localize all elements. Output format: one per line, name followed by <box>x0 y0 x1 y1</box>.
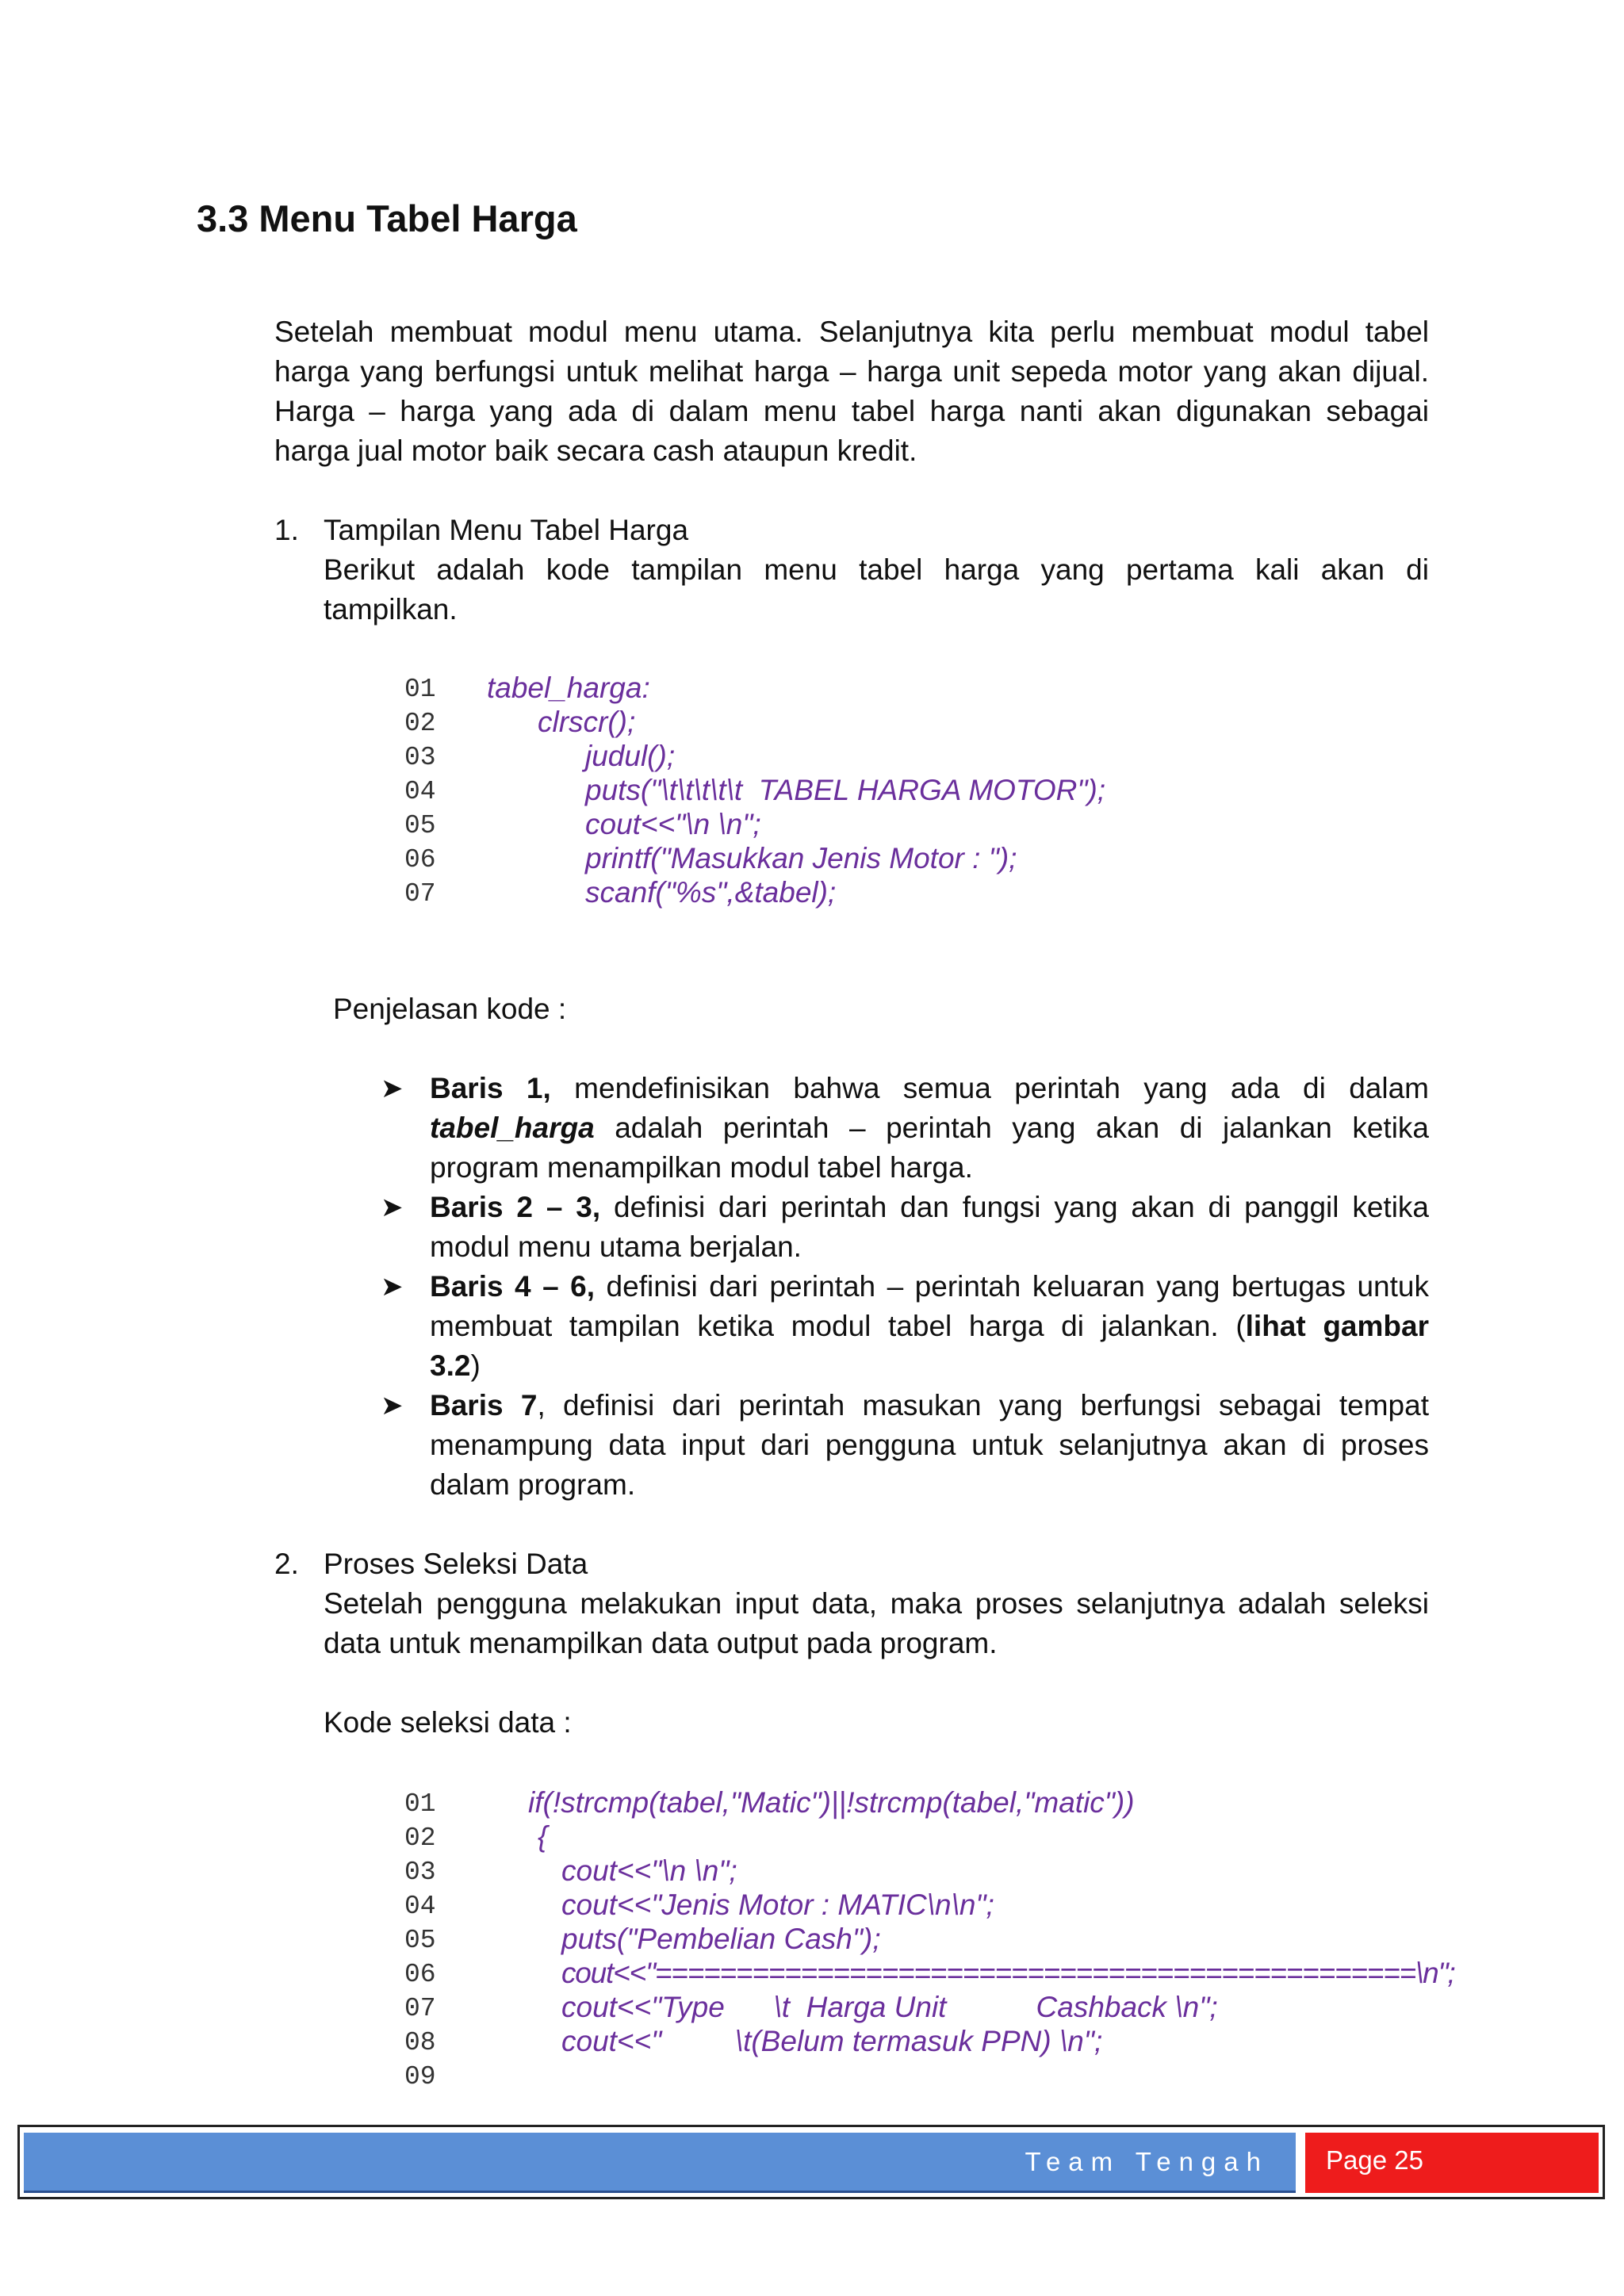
footer-team-bar <box>24 2133 1296 2193</box>
bullet-text: modul menu utama berjalan. <box>430 1230 802 1263</box>
list-title: Tampilan Menu Tabel Harga <box>324 514 689 546</box>
section2-description <box>324 1584 1429 1663</box>
bullet-bold: 3.2 <box>430 1349 471 1382</box>
line-number: 09 <box>404 2062 436 2091</box>
intro-line: harga jual motor baik secara cash ataupun kredit. <box>274 434 917 467</box>
bullet-text: definisi dari perintah – perintah keluaran yang bertugas untuk <box>595 1270 1429 1303</box>
explanation-item <box>381 1386 1429 1505</box>
code-text: cout<<"Type \t Harga Unit Cashback \n"; <box>561 1991 1218 2023</box>
code-text: { <box>538 1820 548 1853</box>
list-number: 2. <box>274 1548 299 1580</box>
code-line <box>404 739 1515 773</box>
bullet-bolditalic: tabel_harga <box>430 1112 595 1144</box>
line-number: 01 <box>404 675 436 704</box>
code-text: puts("\t\t\t\t\t TABEL HARGA MOTOR"); <box>585 774 1106 806</box>
list-number: 1. <box>274 514 299 546</box>
code-text: judul(); <box>585 740 676 772</box>
line-number: 05 <box>404 1926 436 1955</box>
line-number: 02 <box>404 1823 436 1853</box>
arrow-bullet-icon: ➤ <box>381 1073 404 1104</box>
code-text: tabel_harga: <box>487 672 650 704</box>
bullet-text: program menampilkan modul tabel harga. <box>430 1151 973 1184</box>
code-line <box>404 2024 1594 2058</box>
code-line <box>404 841 1515 875</box>
code-line <box>404 1820 1594 1854</box>
arrow-bullet-icon: ➤ <box>381 1192 404 1223</box>
bullet-text: definisi dari perintah dan fungsi yang akan di panggil ketika <box>600 1191 1430 1223</box>
line-number: 02 <box>404 709 436 738</box>
code-text: if(!strcmp(tabel,"Matic")||!strcmp(tabel,"matic")) <box>528 1786 1135 1819</box>
code-line <box>404 1990 1594 2024</box>
code-text: clrscr(); <box>538 706 636 738</box>
line-number: 05 <box>404 811 436 840</box>
code-line <box>404 1888 1594 1922</box>
code-label: Kode seleksi data : <box>324 1706 572 1739</box>
line-number: 03 <box>404 1858 436 1887</box>
bullet-text: adalah perintah – perintah yang akan di jalankan ketika <box>594 1112 1429 1144</box>
arrow-bullet-icon: ➤ <box>381 1272 404 1302</box>
intro-line: Harga – harga yang ada di dalam menu tabel harga nanti akan digunakan sebagai <box>274 395 1429 427</box>
line-number: 08 <box>404 2028 436 2057</box>
code-text: scanf("%s",&tabel); <box>585 876 837 909</box>
code-line <box>404 773 1515 807</box>
code-line <box>404 1922 1594 1956</box>
code-text: cout<<"\n \n"; <box>585 808 761 840</box>
bullet-bold: Baris 4 – 6, <box>430 1270 596 1303</box>
bullet-text: mendefinisikan bahwa semua perintah yang ada di dalam <box>550 1072 1429 1104</box>
code-text: cout<<"Jenis Motor : MATIC\n\n"; <box>561 1888 994 1921</box>
list-title: Proses Seleksi Data <box>324 1548 588 1580</box>
code-line <box>404 1854 1594 1888</box>
bullet-bold: Baris 1, <box>430 1072 551 1104</box>
bullet-text: menampung data input dari pengguna untuk selanjutnya akan di proses <box>430 1429 1429 1461</box>
line-number: 03 <box>404 743 436 772</box>
code-line <box>404 671 1515 705</box>
code-text: puts("Pembelian Cash"); <box>561 1923 881 1955</box>
bullet-bold: Baris 7 <box>430 1389 538 1422</box>
code-line <box>404 875 1515 909</box>
intro-paragraph <box>274 312 1429 471</box>
intro-line: Setelah membuat modul menu utama. Selanjutnya kita perlu membuat modul tabel <box>274 316 1429 348</box>
code-text: cout<<"\n \n"; <box>561 1854 737 1887</box>
bullet-text: ) <box>470 1349 481 1382</box>
arrow-bullet-icon: ➤ <box>381 1391 404 1421</box>
line-number: 07 <box>404 879 436 909</box>
bullet-text: membuat tampilan ketika modul tabel harga di jalankan. ( <box>430 1310 1246 1342</box>
line-number: 06 <box>404 1960 436 1989</box>
code-block-2 <box>404 1785 1594 2092</box>
bullet-text: dalam program. <box>430 1468 636 1501</box>
footer-team-name: Team Tengah <box>1025 2147 1269 2176</box>
desc-line: tampilkan. <box>324 593 458 626</box>
footer-page-box <box>1305 2133 1599 2193</box>
desc-line: Setelah pengguna melakukan input data, maka proses selanjutnya adalah seleksi <box>324 1587 1429 1620</box>
page-number: Page 25 <box>1326 2145 1423 2175</box>
bullet-bold: Baris 2 – 3, <box>430 1191 601 1223</box>
line-number: 06 <box>404 845 436 874</box>
code-line <box>404 1785 1594 1820</box>
line-number: 01 <box>404 1789 436 1819</box>
code-line <box>404 2058 1594 2092</box>
explanation-item <box>381 1069 1429 1188</box>
code-text: cout<<" \t(Belum termasuk PPN) \n"; <box>561 2025 1103 2057</box>
section1-description <box>324 550 1429 629</box>
code-line <box>404 705 1515 739</box>
explanation-item <box>381 1267 1429 1386</box>
code-block-1 <box>404 671 1515 909</box>
footer <box>24 2133 1599 2193</box>
bullet-bold: lihat gambar <box>1245 1310 1429 1342</box>
code-line <box>404 807 1515 841</box>
code-text: printf("Masukkan Jenis Motor : "); <box>585 842 1017 874</box>
bullet-text: , definisi dari perintah masukan yang berfungsi sebagai tempat <box>537 1389 1429 1422</box>
line-number: 07 <box>404 1994 436 2023</box>
line-number: 04 <box>404 777 436 806</box>
penjelasan-label: Penjelasan kode : <box>333 993 567 1025</box>
section-heading: 3.3 Menu Tabel Harga <box>197 197 577 239</box>
explanation-item <box>381 1188 1429 1267</box>
line-number: 04 <box>404 1892 436 1921</box>
desc-line: data untuk menampilkan data output pada program. <box>324 1627 998 1659</box>
desc-line: Berikut adalah kode tampilan menu tabel harga yang pertama kali akan di <box>324 553 1429 586</box>
code-line <box>404 1956 1594 1990</box>
code-text: cout<<"===============================================\n"; <box>561 1957 1455 1989</box>
intro-line: harga yang berfungsi untuk melihat harga – harga unit sepeda motor yang akan dijual. <box>274 355 1429 388</box>
explanation-list <box>381 1069 1429 1505</box>
